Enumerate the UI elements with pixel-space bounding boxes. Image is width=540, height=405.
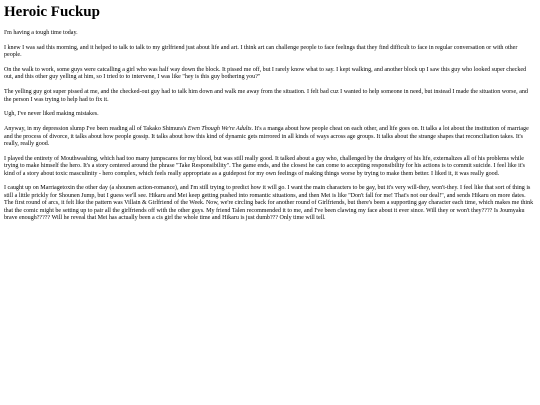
paragraph-6-before: Anyway, in my depression slump I've been reading all of Takako Shimura's <box>4 126 188 133</box>
paragraph-4: The yelling guy got super pissed at me, and the checked-out guy had to talk him down and walk me away from the situation. I felt bad cuz I wanted to help someone in need, but instead I made the situation worse, and the person I was trying to help had to fix it. <box>4 89 528 103</box>
paragraph-6-after: . It's a manga about how people cheat on each other, and life goes on. It talks a lot about the institution of marriage and the process of divorce, it talks about how people gossip. It talks about how this kind of dynamic gets mirrored in all kinds of ways across age groups. It talks about the strange shapes that reconciliation takes. It's really, really good. <box>4 126 529 148</box>
paragraph-1: I'm having a tough time today. <box>4 30 78 36</box>
paragraph-6 <box>4 126 535 148</box>
paragraph-2: I knew I was sad this morning, and it helped to talk to talk to my girlfriend just about life and art. I think art can challenge people to face feelings that they find difficult to face in regular conversation or with other people. <box>4 44 518 59</box>
paragraph-3: On the walk to work, some guys were catcalling a girl who was half way down the block. It pissed me off, but I rarely know what to say. I kept walking, and another block up I saw this guy who looked super checked out, and this other guy yelling at him, so I tried to to intervene, I was like "hey is this guy bothering you?" <box>4 67 527 81</box>
page-title: Heroic Fuckup <box>4 4 100 20</box>
paragraph-7: I played the entirety of Mouthwashing, which had too many jumpscares for my blood, but was still really good. It talked about a guy who, challenged by the drudgery of his life, externalizes all of his problems while trying to make himself the hero. It's a story centered around the phrase "Take Responsibility". The game ends, and the closest he can come to accepting responsibility for his actions is to commit suicide. I feel like it's kind of a story about toxic masculinity - hero complex, which feels really appropriate as a guidepost for my own feelings of making things worse by trying to make them better. I liked it, it was really good. <box>4 155 525 177</box>
paragraph-5: Ugh, I've never liked making mistakes. <box>4 111 99 118</box>
book-title: Even Though We're Adults <box>187 126 252 133</box>
paragraph-8: I caught up on Marriagetoxin the other day (a shounen action-romance), and I'm still trying to predict how it will go. I want the main characters to be gay, but it's very will-they, won't-they. I feel like that sort of thing is still a little prickly for Shounen Jump, but I guess we'll see. Hikaru and Mei keep getting pushed into romantic situations, and then Mei is like "Don't fall for me! That's not our deal!", and sends Hikaru on more dates. The first round of arcs, it felt like the pattern was Villain & Girlfriend of the Week. Now, we're circling back for another round of Girlfriends, but there's been a supporting gay character each time, which makes me think that the comic might be setting up to pair all the girlfriends off with the other guys. My friend Talen recommended it to me, and I've been clawing my face about it ever since. Will they or won't they???? Is Joumyaku brave enough????? Will he reveal that Mei has actually been a cis girl the whole time and Hikaru is just dumb??? Only time will tell. <box>4 185 534 222</box>
